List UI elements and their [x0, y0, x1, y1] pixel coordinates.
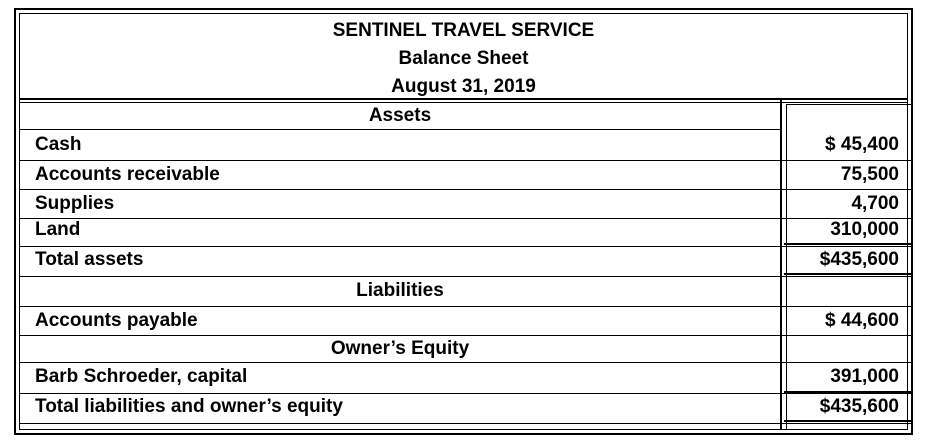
row-divider: [20, 362, 911, 363]
row-divider: [20, 423, 911, 424]
row-label-cash: Cash: [35, 134, 82, 155]
row-amount-supplies: 4,700: [851, 193, 899, 214]
row-divider: [20, 129, 780, 130]
header-divider-inner: [20, 102, 907, 103]
balance-sheet-inner-frame: [19, 13, 908, 430]
row-divider: [20, 276, 911, 277]
balance-sheet-frame: [14, 8, 913, 435]
company-name: SENTINEL TRAVEL SERVICE: [332, 20, 595, 41]
row-divider: [20, 306, 911, 307]
row-amount-land: 310,000: [830, 219, 899, 240]
row-amount-accounts-receivable: 75,500: [840, 164, 899, 185]
row-divider: [20, 218, 911, 219]
double-rule-top: [784, 420, 911, 422]
header-divider: [20, 98, 907, 100]
row-amount-capital: 391,000: [830, 366, 899, 387]
section-assets: Assets: [368, 105, 432, 126]
row-label-total-liabilities-equity: Total liabilities and owner’s equity: [35, 396, 343, 417]
row-amount-total-liabilities-equity: $435,600: [819, 396, 899, 417]
row-divider: [20, 246, 911, 247]
row-label-capital: Barb Schroeder, capital: [35, 366, 248, 387]
statement-title: Balance Sheet: [398, 48, 529, 69]
row-label-total-assets: Total assets: [35, 249, 144, 270]
row-label-accounts-receivable: Accounts receivable: [35, 164, 220, 185]
row-amount-total-assets: $435,600: [819, 249, 899, 270]
row-label-land: Land: [35, 219, 81, 240]
statement-date: August 31, 2019: [391, 76, 536, 97]
row-divider: [20, 160, 911, 161]
row-label-accounts-payable: Accounts payable: [35, 310, 198, 331]
row-divider: [20, 189, 911, 190]
row-divider: [20, 393, 911, 394]
row-label-supplies: Supplies: [35, 193, 115, 214]
double-rule-top: [784, 273, 911, 275]
total-rule: [784, 243, 911, 245]
section-liabilities: Liabilities: [356, 280, 444, 301]
row-amount-accounts-payable: $ 44,600: [825, 310, 899, 331]
section-owners-equity: Owner’s Equity: [330, 338, 470, 359]
row-amount-cash: $ 45,400: [825, 134, 899, 155]
row-divider: [20, 335, 911, 336]
